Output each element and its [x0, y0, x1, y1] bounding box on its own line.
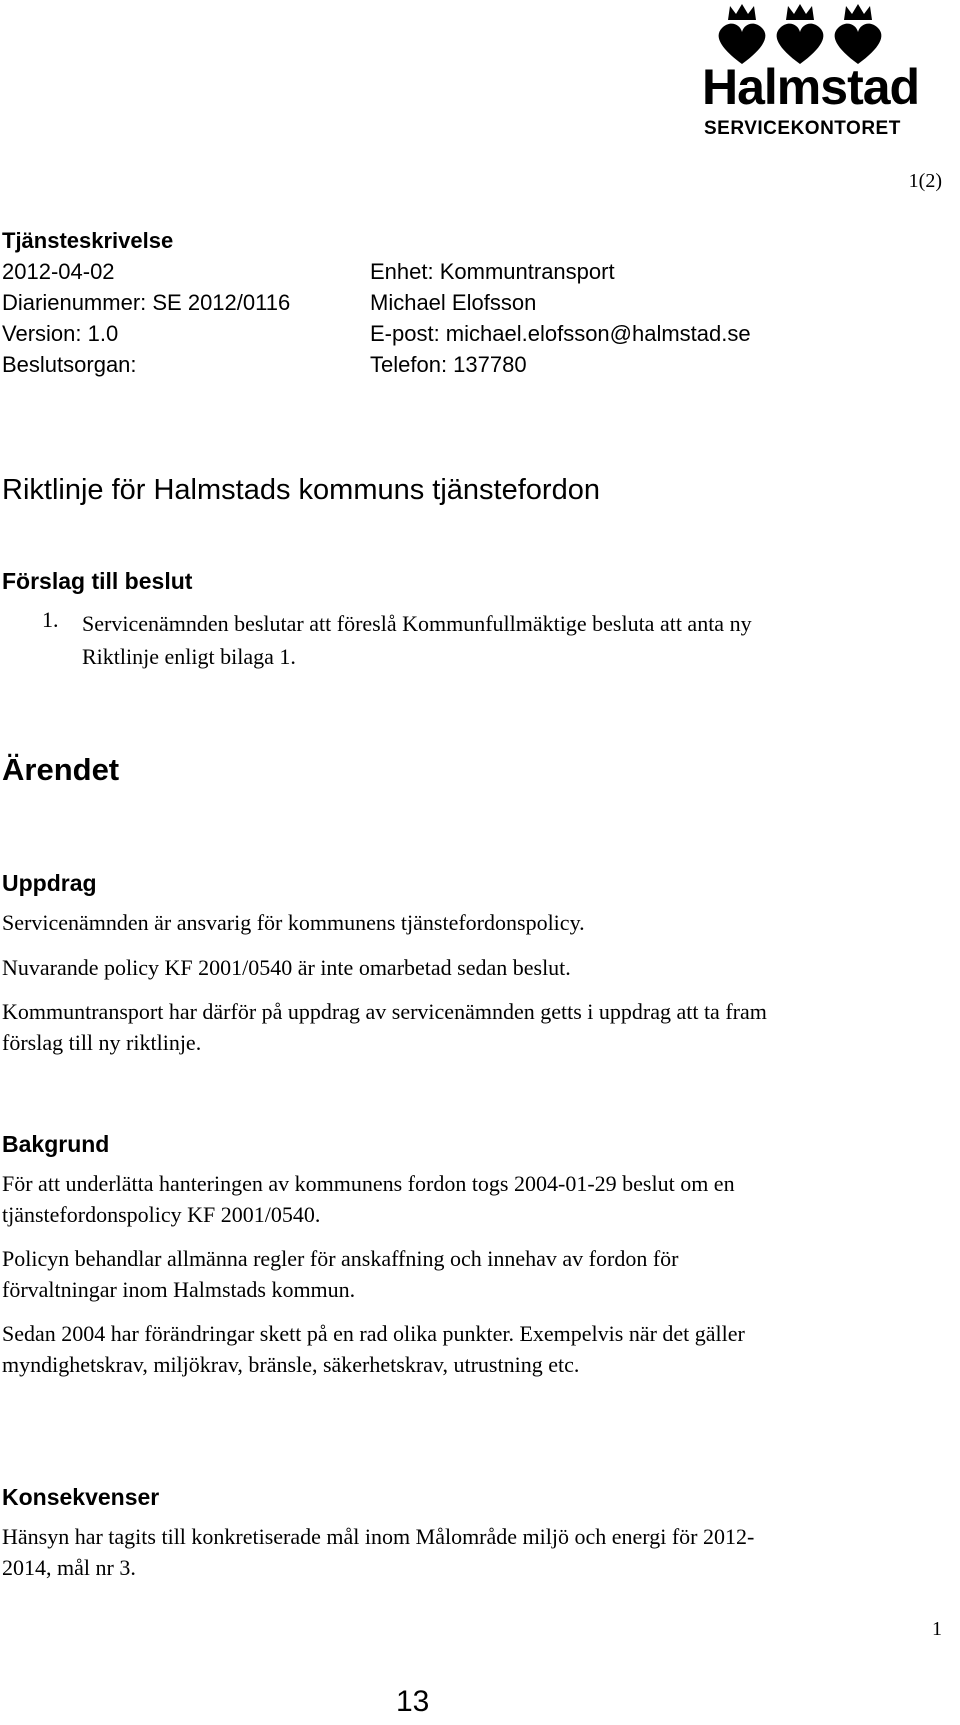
- bakgrund-paragraph: [2, 1318, 947, 1380]
- bakgrund-paragraph: [2, 1168, 947, 1230]
- paragraph-line: Nuvarande policy KF 2001/0540 är inte omarbetad sedan beslut.: [2, 955, 571, 980]
- paragraph-line: 2014, mål nr 3.: [2, 1555, 136, 1580]
- logo-subtitle: SERVICEKONTORET: [704, 118, 901, 139]
- proposal-heading: Förslag till beslut: [2, 568, 193, 594]
- heading-bakgrund: Bakgrund: [2, 1131, 110, 1157]
- logo-wordmark: Halmstad: [702, 59, 920, 115]
- halmstad-logo: [700, 0, 960, 150]
- meta-beslutsorgan: Beslutsorgan:: [2, 352, 137, 377]
- paragraph-line: förslag till ny riktlinje.: [2, 1030, 202, 1055]
- meta-diarienummer: Diarienummer: SE 2012/0116: [2, 290, 291, 315]
- proposal-item-line: Riktlinje enligt bilaga 1.: [82, 644, 296, 669]
- paragraph-line: myndighetskrav, miljökrav, bränsle, säkerhetskrav, utrustning etc.: [2, 1352, 580, 1377]
- uppdrag-paragraph: [2, 996, 947, 1058]
- heading-uppdrag: Uppdrag: [2, 870, 97, 896]
- meta-handlaggare: Michael Elofsson: [370, 290, 537, 315]
- footer-number: 13: [396, 1685, 430, 1718]
- heading-konsekvenser: Konsekvenser: [2, 1484, 160, 1510]
- meta-date: 2012-04-02: [2, 259, 115, 284]
- uppdrag-paragraph: [2, 907, 947, 938]
- paragraph-line: Sedan 2004 har förändringar skett på en rad olika punkter. Exempelvis när det gäller: [2, 1321, 745, 1346]
- proposal-item-number: 1.: [42, 607, 59, 632]
- uppdrag-paragraph: [2, 952, 947, 983]
- document-type: Tjänsteskrivelse: [2, 228, 174, 253]
- page-indicator: 1(2): [908, 170, 942, 192]
- paragraph-line: Policyn behandlar allmänna regler för anskaffning och innehav av fordon för: [2, 1246, 679, 1271]
- page-number: 1: [932, 1618, 942, 1640]
- paragraph-line: Servicenämnden är ansvarig för kommunens tjänstefordonspolicy.: [2, 910, 585, 935]
- paragraph-line: Hänsyn har tagits till konkretiserade mål inom Målområde miljö och energi för 2012-: [2, 1524, 755, 1549]
- meta-telefon: Telefon: 137780: [370, 352, 527, 377]
- paragraph-line: Kommuntransport har därför på uppdrag av servicenämnden getts i uppdrag att ta fram: [2, 999, 767, 1024]
- document-title: Riktlinje för Halmstads kommuns tjänstefordon: [2, 474, 600, 506]
- bakgrund-paragraph: [2, 1243, 947, 1305]
- section-heading-arendet: Ärendet: [2, 752, 120, 787]
- proposal-item-text: [82, 607, 942, 673]
- meta-enhet: Enhet: Kommuntransport: [370, 259, 615, 284]
- proposal-item-line: Servicenämnden beslutar att föreslå Kommunfullmäktige besluta att anta ny: [82, 611, 752, 636]
- meta-version: Version: 1.0: [2, 321, 119, 346]
- paragraph-line: För att underlätta hanteringen av kommunens fordon togs 2004-01-29 beslut om en: [2, 1171, 735, 1196]
- konsekvenser-paragraph: [2, 1521, 947, 1583]
- meta-email: E-post: michael.elofsson@halmstad.se: [370, 321, 751, 346]
- paragraph-line: tjänstefordonspolicy KF 2001/0540.: [2, 1202, 321, 1227]
- paragraph-line: förvaltningar inom Halmstads kommun.: [2, 1277, 356, 1302]
